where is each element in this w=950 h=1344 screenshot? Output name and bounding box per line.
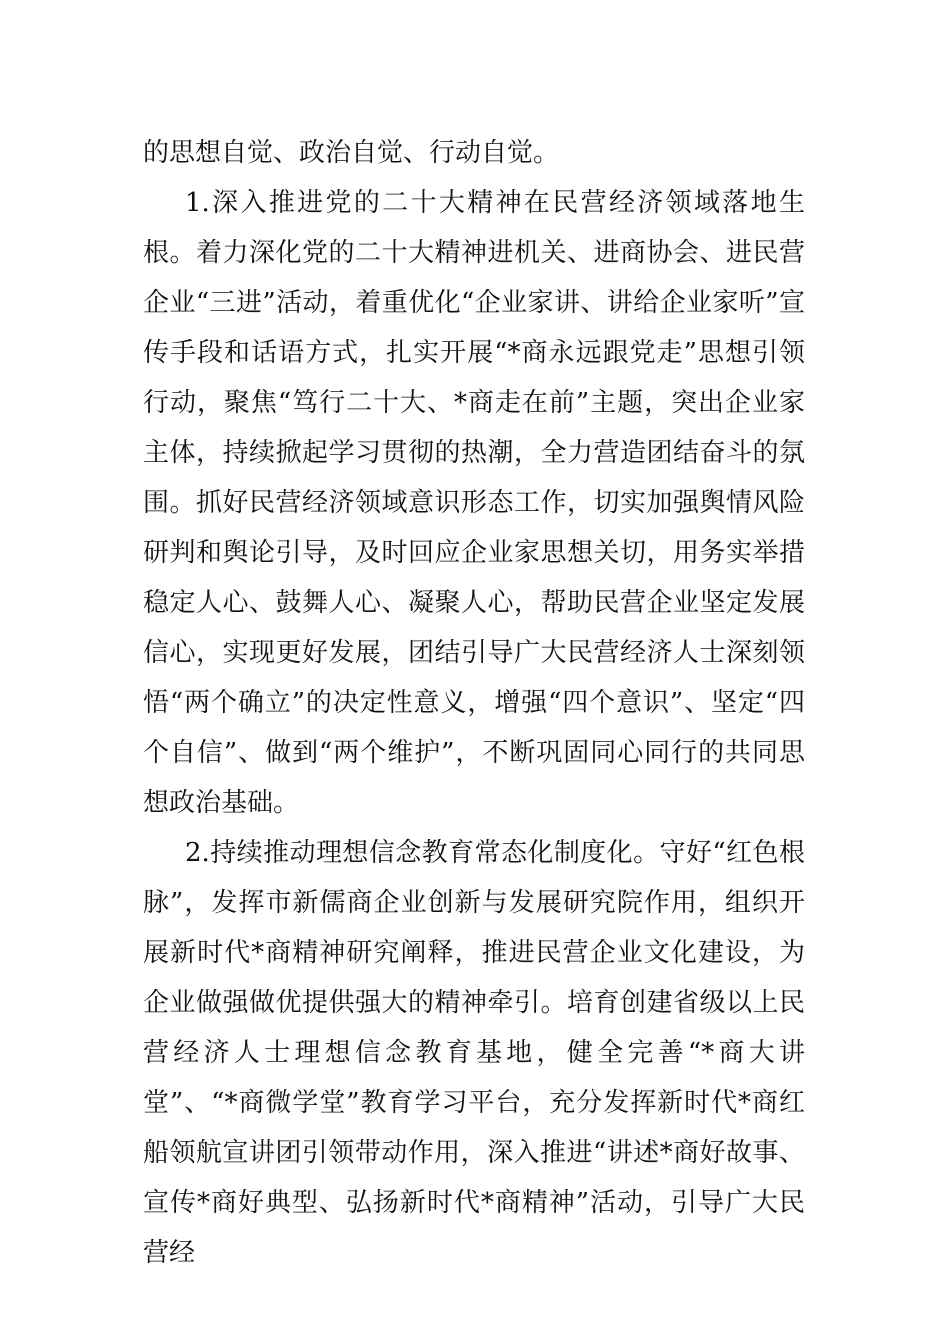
paragraph-item-1: 1.深入推进党的二十大精神在民营经济领域落地生根。着力深化党的二十大精神进机关、进商协会、进民营企业“三进”活动，着重优化“企业家讲、讲给企业家听”宣传手段和话语方式，扎实开展“*商永远跟党走”思想引领行动，聚焦“笃行二十大、*商走在前”主题，突出企业家主体，持续掀起学习贯彻的热潮，全力营造团结奋斗的氛围。抓好民营经济领域意识形态工作，切实加强舆情风险研判和舆论引导，及时回应企业家思想关切，用务实举措稳定人心、鼓舞人心、凝聚人心，帮助民营企业坚定发展信心，实现更好发展，团结引导广大民营经济人士深刻领悟“两个确立”的决定性意义，增强“四个意识”、坚定“四个自信”、做到“两个维护”，不断巩固同心同行的共同思想政治基础。 [143, 188, 805, 818]
paragraph-item-2: 2.持续推动理想信念教育常态化制度化。守好“红色根脉”，发挥市新儒商企业创新与发展研究院作用，组织开展新时代*商精神研究阐释，推进民营企业文化建设，为企业做强做优提供强大的精神牵引。培育创建省级以上民营经济人士理想信念教育基地，健全完善“*商大讲堂”、“*商微学堂”教育学习平台，充分发挥新时代*商红船领航宣讲团引领带动作用，深入推进“讲述*商好故事、宣传*商好典型、弘扬新时代*商精神”活动，引导广大民营经 [143, 838, 805, 1268]
document-page [143, 128, 805, 1278]
paragraph-continuation: 的思想自觉、政治自觉、行动自觉。 [143, 138, 560, 168]
